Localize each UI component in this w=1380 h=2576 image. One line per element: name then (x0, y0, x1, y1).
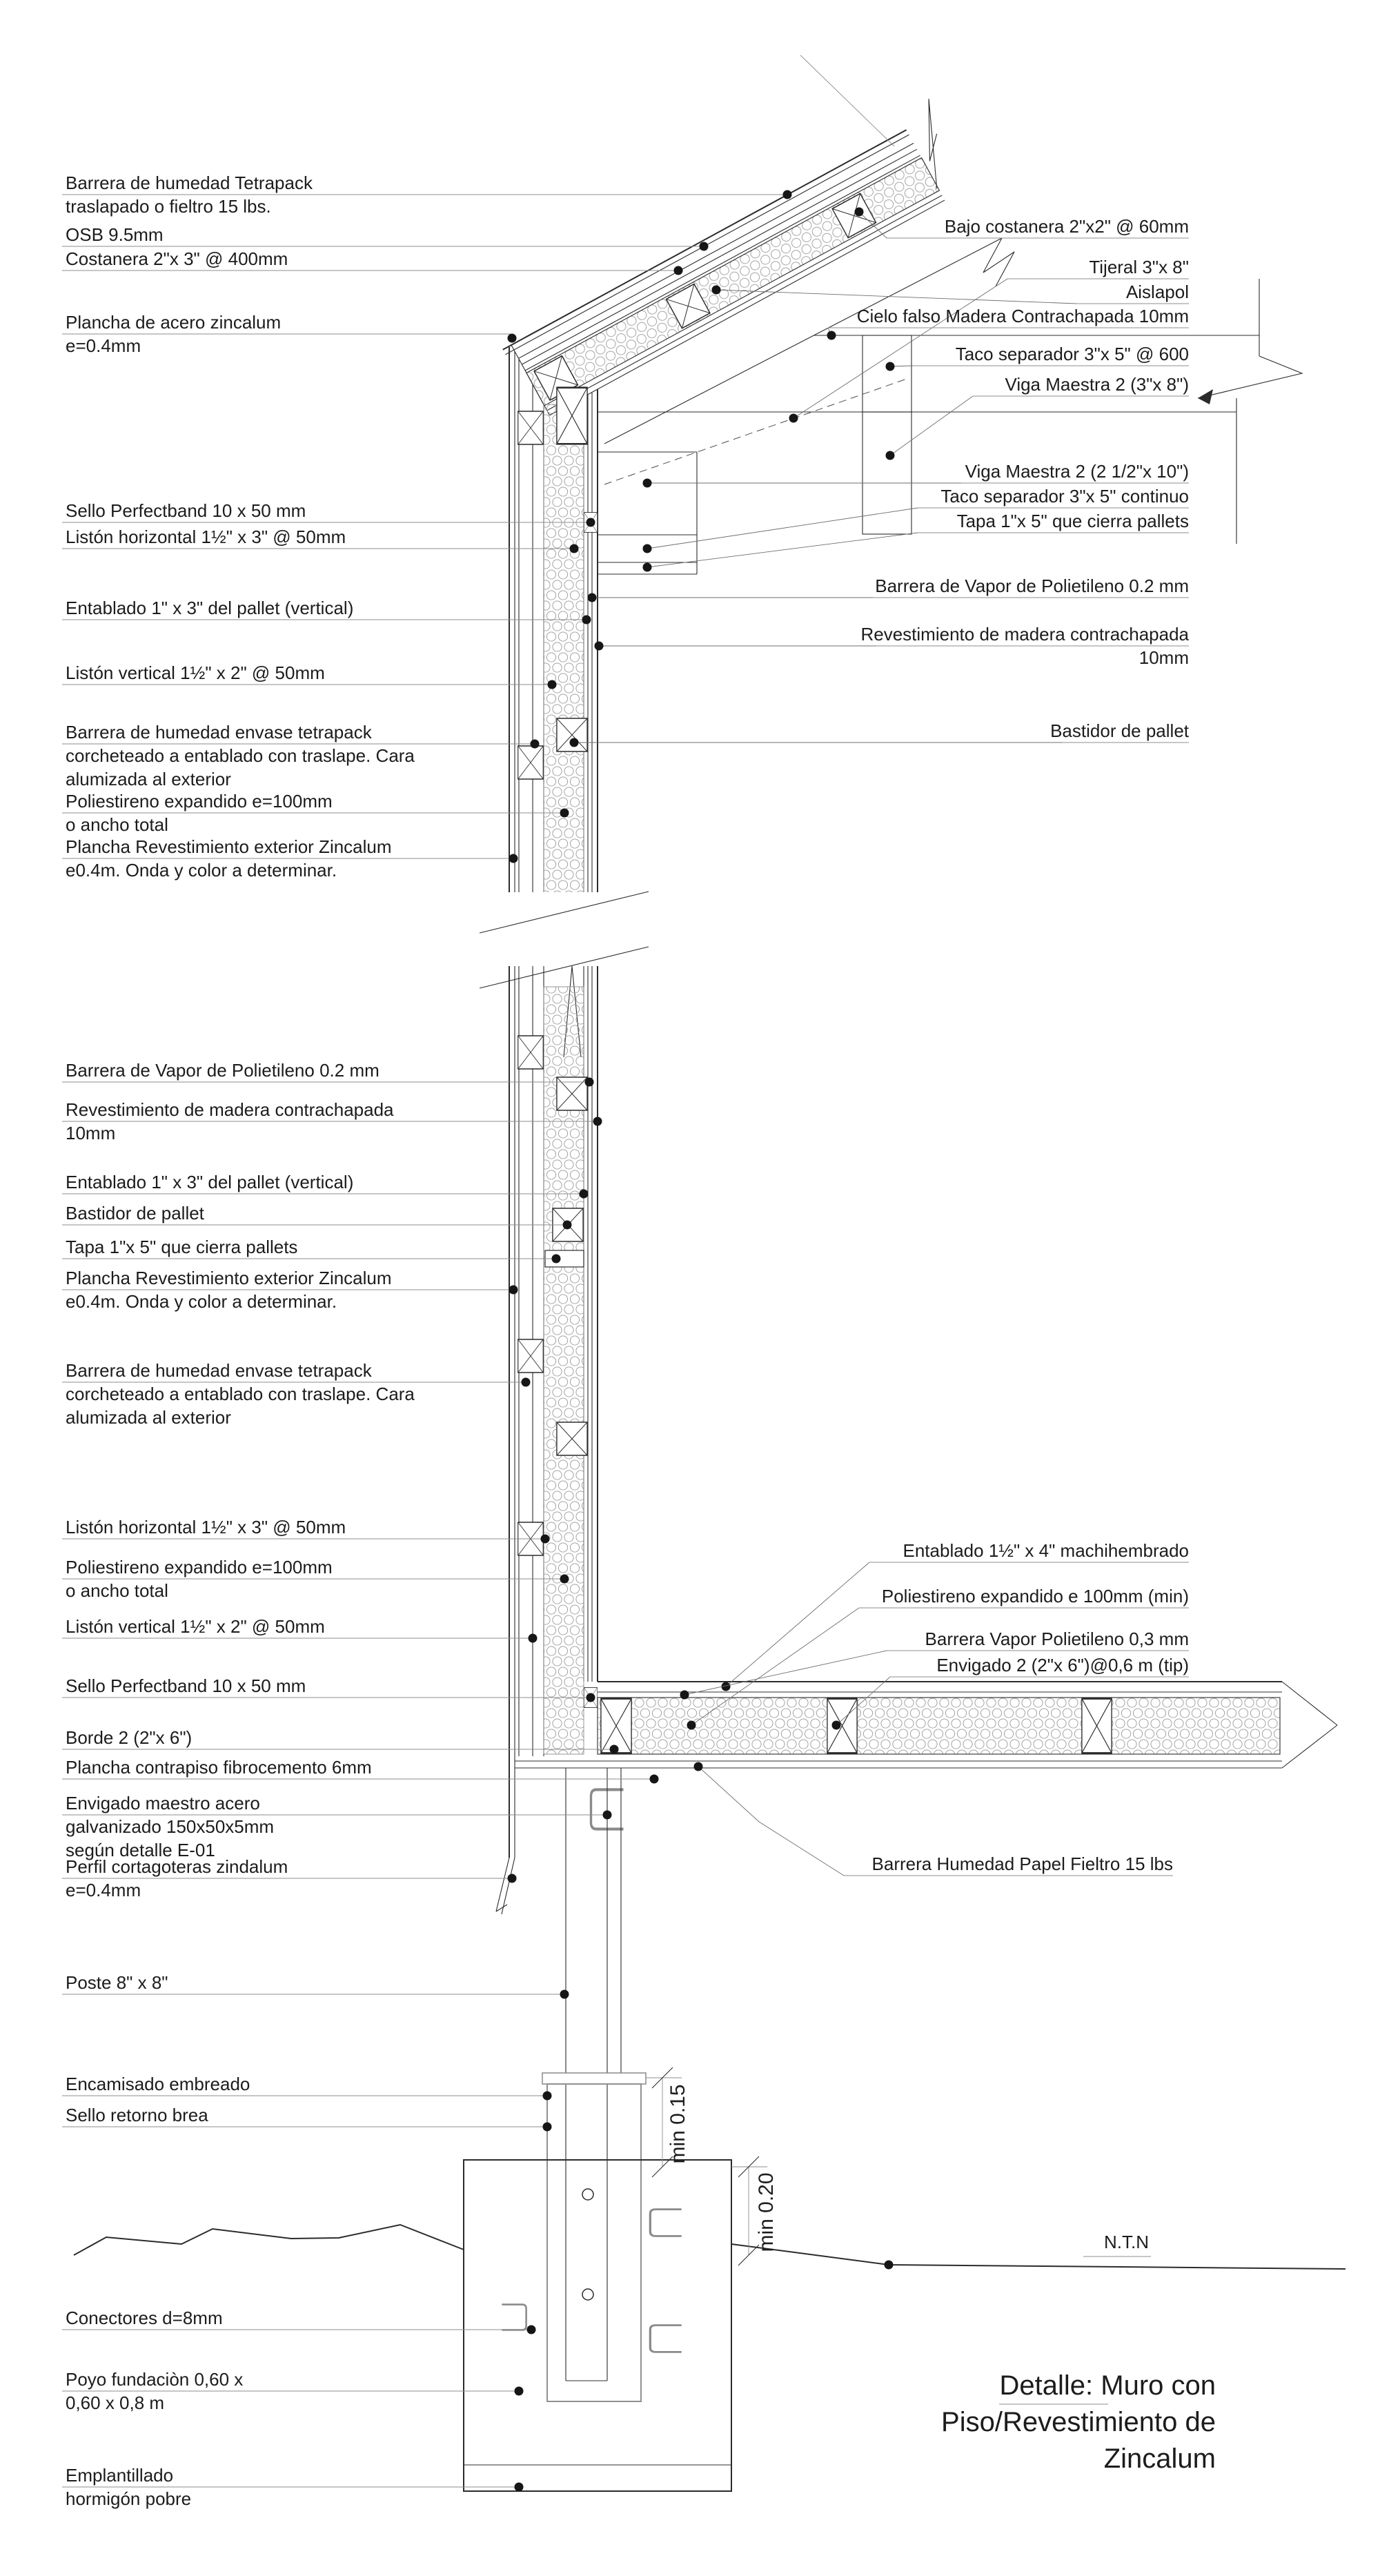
liston-horizontal-block (557, 388, 587, 444)
label-sello-perfectband-inf: Sello Perfectband 10 x 50 mm (66, 1675, 306, 1696)
label-emplantillado-2: hormigón pobre (66, 2488, 192, 2509)
label-liston-vertical-sup: Listón vertical 1½" x 2" @ 50mm (66, 662, 325, 683)
label-encamisado: Encamisado embreado (66, 2074, 250, 2094)
label-poliestireno-sup-2: o ancho total (66, 814, 168, 835)
label-poliestireno-piso: Poliestireno expandido e 100mm (min) (881, 1586, 1189, 1606)
label-emplantillado: Emplantillado (66, 2465, 174, 2486)
floor-joist (1082, 1699, 1112, 1753)
label-revestimiento-contrachapada: Revestimiento de madera contrachapada (860, 624, 1189, 645)
title-block (941, 2370, 1216, 2474)
label-barrera-humedad-tetrapack-2: traslapado o fieltro 15 lbs. (66, 196, 271, 217)
label-revestimiento-mid-2: 10mm (66, 1123, 116, 1143)
floor-break-arrow (1282, 1682, 1337, 1725)
label-envigado-maestro-3: según detalle E-01 (66, 1840, 215, 1860)
terrain-line (74, 2225, 1346, 2270)
conector-dowel (582, 2289, 593, 2300)
label-poste: Poste 8" x 8" (66, 1972, 168, 1993)
label-barrera-humedad-tetrapack: Barrera de humedad Tetrapack (66, 173, 313, 193)
connector-c-channel (502, 2305, 526, 2330)
label-taco-separador-600: Taco separador 3"x 5" @ 600 (955, 344, 1189, 364)
label-poyo-fundacion: Poyo fundaciòn 0,60 x (66, 2369, 244, 2390)
terrain-level-label: N.T.N (1104, 2232, 1149, 2252)
conector-dowel (582, 2189, 593, 2200)
wall-insulation-eps (544, 404, 584, 918)
label-plancha-acero-zincalum-2: e=0.4mm (66, 335, 141, 356)
label-liston-horizontal-inf: Listón horizontal 1½" x 3" @ 50mm (66, 1517, 346, 1537)
poyo-foundation-block (464, 2160, 731, 2491)
label-aislapol: Aislapol (1125, 282, 1189, 302)
label-bastidor-mid: Bastidor de pallet (66, 1203, 204, 1223)
label-entablado-machihembrado: Entablado 1½" x 4" machihembrado (903, 1540, 1189, 1561)
label-plancha-revestimiento-mid: Plancha Revestimiento exterior Zincalum (66, 1268, 392, 1288)
label-cielo-falso: Cielo falso Madera Contrachapada 10mm (856, 306, 1189, 326)
label-poliestireno-inf: Poliestireno expandido e=100mm (66, 1557, 333, 1577)
roof-extension-line (800, 55, 894, 146)
label-poliestireno-sup: Poliestireno expandido e=100mm (66, 791, 333, 812)
label-taco-separador-continuo: Taco separador 3"x 5" continuo (940, 486, 1189, 507)
label-borde: Borde 2 (2"x 6") (66, 1727, 193, 1748)
label-osb: OSB 9.5mm (66, 224, 164, 245)
liston-block (518, 746, 543, 779)
label-entablado-pallet-mid: Entablado 1" x 3" del pallet (vertical) (66, 1172, 354, 1192)
label-plancha-acero-zincalum: Plancha de acero zincalum (66, 312, 282, 333)
section-reference-arrow (1198, 356, 1302, 398)
wall-lower-section (496, 966, 598, 1914)
dimension-min-015 (646, 2067, 767, 2177)
label-plancha-revestimiento-mid-2: e0.4m. Onda y color a determinar. (66, 1291, 337, 1312)
label-plancha-revestimiento-sup: Plancha Revestimiento exterior Zincalum (66, 836, 392, 857)
label-conectores: Conectores d=8mm (66, 2308, 223, 2328)
wall-upper-section (509, 347, 598, 930)
label-viga-maestra-2-5x10: Viga Maestra 2 (2 1/2"x 10") (965, 461, 1189, 482)
label-entablado-pallet-sup: Entablado 1" x 3" del pallet (vertical) (66, 598, 354, 618)
drawing-title-line-1: Detalle: Muro con (999, 2370, 1216, 2401)
perfil-cortagoteras-profile (496, 1858, 509, 1911)
label-sello-retorno-brea: Sello retorno brea (66, 2105, 208, 2125)
label-revestimiento-mid: Revestimiento de madera contrachapada (66, 1099, 394, 1120)
dimension-text-min-015: min 0.15 (667, 2084, 689, 2164)
connector-c-channel (650, 2210, 681, 2236)
drawing-title-line-3: Zincalum (1103, 2444, 1216, 2474)
taco-separador-block (862, 335, 911, 412)
label-barrera-humedad-envase-mid-2: corcheteado a entablado con traslape. Cara (66, 1384, 415, 1404)
label-liston-vertical-inf: Listón vertical 1½" x 2" @ 50mm (66, 1616, 325, 1637)
floor-joist (827, 1699, 857, 1753)
floor-assembly (515, 1682, 1337, 1829)
roof-panel (495, 99, 975, 420)
label-barrera-humedad-fieltro: Barrera Humedad Papel Fieltro 15 lbs (871, 1854, 1173, 1874)
liston-block (518, 411, 543, 444)
label-tapa-mid: Tapa 1"x 5" que cierra pallets (66, 1237, 298, 1257)
floor-insulation-eps (598, 1698, 1280, 1754)
label-perfil-cortagoteras-2: e=0.4mm (66, 1880, 141, 1900)
sello-retorno-brea-lip (542, 2073, 646, 2084)
label-poliestireno-inf-2: o ancho total (66, 1580, 168, 1601)
dimension-text-min-020: min 0.20 (755, 2172, 778, 2252)
labels-left (66, 173, 415, 2509)
label-viga-maestra-3x8: Viga Maestra 2 (3"x 8") (1005, 374, 1189, 395)
label-plancha-revestimiento-sup-2: e0.4m. Onda y color a determinar. (66, 860, 337, 881)
label-liston-horizontal-sup: Listón horizontal 1½" x 3" @ 50mm (66, 527, 346, 547)
label-barrera-vapor-mid: Barrera de Vapor de Polietileno 0.2 mm (66, 1060, 379, 1081)
liston-block (518, 1036, 543, 1069)
liston-block (518, 1339, 543, 1373)
drawing-title-line-2: Piso/Revestimiento de (941, 2407, 1216, 2437)
leader-lines-right (570, 208, 1190, 1876)
label-barrera-humedad-envase-sup-2: corcheteado a entablado con traslape. Cara (66, 745, 415, 766)
label-plancha-contrapiso: Plancha contrapiso fibrocemento 6mm (66, 1757, 372, 1778)
viga-maestra-3x8-member (862, 412, 911, 534)
label-tapa-cierra-pallets: Tapa 1"x 5" que cierra pallets (956, 511, 1189, 531)
label-barrera-vapor-piso: Barrera Vapor Polietileno 0,3 mm (925, 1629, 1189, 1649)
label-barrera-vapor-polietileno: Barrera de Vapor de Polietileno 0.2 mm (875, 576, 1189, 596)
labels-right (857, 216, 1190, 1874)
label-barrera-humedad-envase-sup-3: alumizada al exterior (66, 769, 231, 789)
label-perfil-cortagoteras: Perfil cortagoteras zindalum (66, 1856, 288, 1877)
label-bastidor-pallet: Bastidor de pallet (1050, 720, 1189, 741)
label-poyo-fundacion-2: 0,60 x 0,8 m (66, 2392, 165, 2413)
connector-c-channel (650, 2326, 681, 2352)
label-tijeral: Tijeral 3"x 8" (1089, 257, 1189, 277)
post-and-foundation (464, 1768, 731, 2491)
label-barrera-humedad-envase-mid: Barrera de humedad envase tetrapack (66, 1360, 372, 1381)
tijeral-hidden-edge (604, 378, 909, 484)
label-bajo-costanera: Bajo costanera 2"x2" @ 60mm (944, 216, 1189, 237)
label-envigado-2: Envigado 2 (2"x 6")@0,6 m (tip) (936, 1655, 1189, 1675)
label-barrera-humedad-envase-sup: Barrera de humedad envase tetrapack (66, 722, 372, 743)
liston-block (557, 1422, 587, 1455)
label-costanera: Costanera 2"x 3" @ 400mm (66, 248, 288, 269)
encamisado-sleeve (547, 2084, 641, 2401)
arrowhead (1198, 389, 1213, 404)
bastidor-block (557, 718, 587, 751)
label-barrera-humedad-envase-mid-3: alumizada al exterior (66, 1407, 231, 1428)
label-sello-perfectband-sup: Sello Perfectband 10 x 50 mm (66, 500, 306, 521)
label-revestimiento-contrachapada-2: 10mm (1138, 647, 1189, 668)
borde-joist (601, 1699, 631, 1753)
label-envigado-maestro-2: galvanizado 150x50x5mm (66, 1816, 275, 1837)
label-envigado-maestro: Envigado maestro acero (66, 1793, 260, 1813)
